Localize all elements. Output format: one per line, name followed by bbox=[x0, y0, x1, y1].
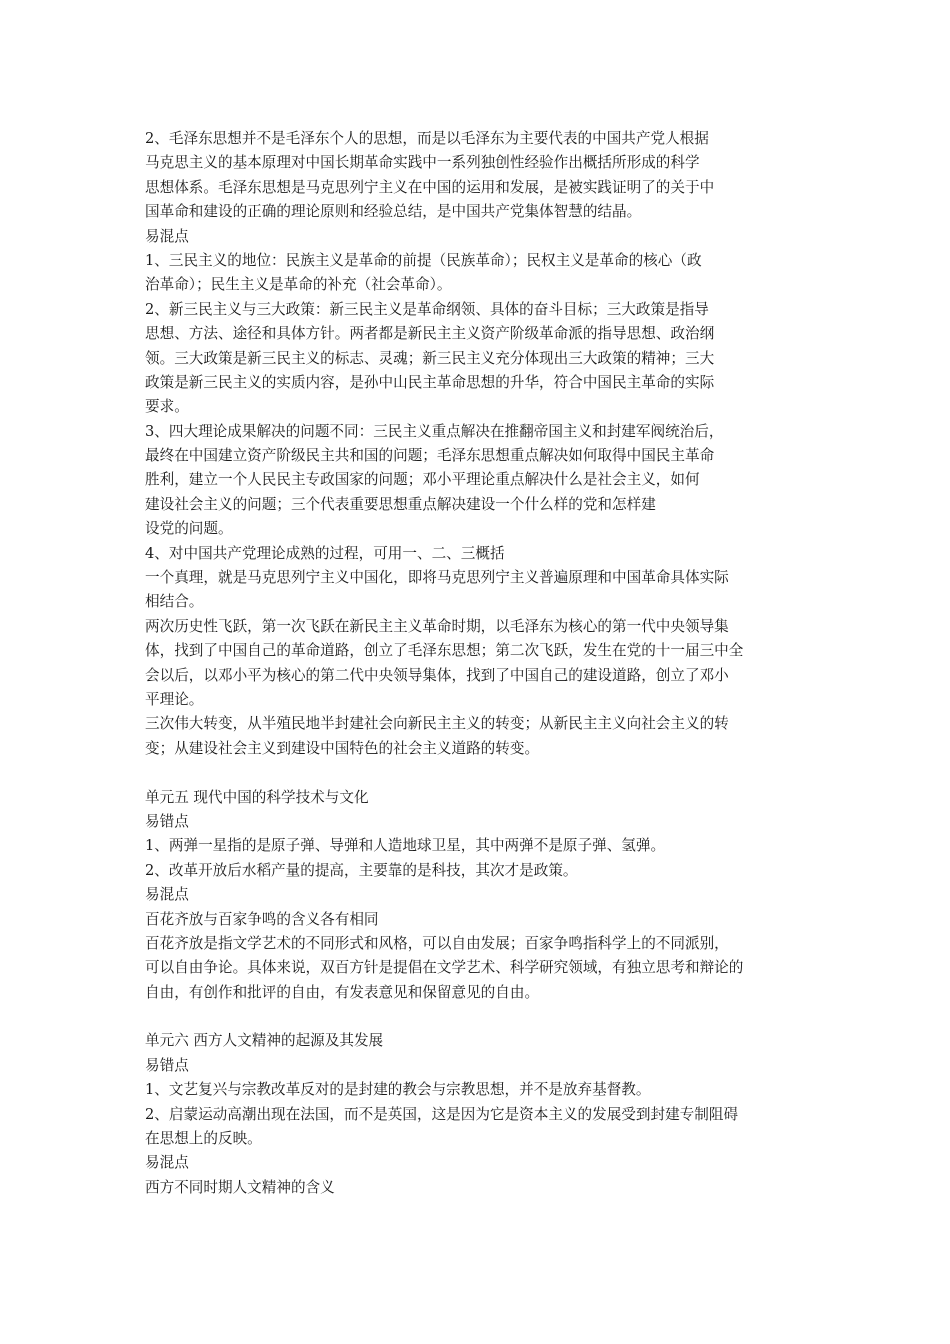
text-line: 2、改革开放后水稻产量的提高，主要靠的是科技，其次才是政策。 bbox=[145, 861, 578, 879]
text-line: 自由，有创作和批评的自由，有发表意见和保留意见的自由。 bbox=[145, 983, 540, 1001]
text-line: 百花齐放是指文学艺术的不同形式和风格，可以自由发展；百家争鸣指科学上的不同派别， bbox=[145, 934, 729, 952]
text-line: 易混点 bbox=[145, 227, 189, 245]
document-page bbox=[145, 127, 813, 1200]
text-line: 1、三民主义的地位：民族主义是革命的前提（民族革命）；民权主义是革命的核心（政 bbox=[145, 251, 702, 269]
text-line: 2、毛泽东思想并不是毛泽东个人的思想，而是以毛泽东为主要代表的中国共产党人根据 bbox=[145, 130, 709, 147]
text-line: 单元六 西方人文精神的起源及其发展 bbox=[145, 1032, 384, 1050]
text-line: 可以自由争论。具体来说，双百方针是提倡在文学艺术、科学研究领域，有独立思考和辩论的 bbox=[145, 959, 744, 977]
text-line: 平理论。 bbox=[145, 690, 204, 708]
text-line: 治革命）；民生主义是革命的补充（社会革命）。 bbox=[145, 276, 452, 294]
text-line: 易混点 bbox=[145, 886, 189, 904]
text-line: 领。三大政策是新三民主义的标志、灵魂；新三民主义充分体现出三大政策的精神；三大 bbox=[145, 349, 715, 367]
text-line: 建设社会主义的问题；三个代表重要思想重点解决建设一个什么样的党和怎样建 bbox=[145, 495, 656, 513]
text-line: 思想、方法、途径和具体方针。两者都是新民主主义资产阶级革命派的指导思想、政治纲 bbox=[145, 325, 715, 343]
blank-line bbox=[145, 1005, 813, 1029]
text-line: 设党的问题。 bbox=[145, 520, 233, 538]
text-line: 思想体系。毛泽东思想是马克思列宁主义在中国的运用和发展，是被实践证明了的关于中 bbox=[145, 178, 715, 196]
text-line: 最终在中国建立资产阶级民主共和国的问题；毛泽东思想重点解决如何取得中国民主革命 bbox=[145, 447, 715, 465]
text-line: 体，找到了中国自己的革命道路，创立了毛泽东思想；第二次飞跃，发生在党的十一届三中全 bbox=[145, 642, 744, 660]
text-line: 会以后，以邓小平为核心的第二代中央领导集体，找到了中国自己的建设道路，创立了邓小 bbox=[145, 666, 729, 684]
text-line: 两次历史性飞跃，第一次飞跃在新民主主义革命时期，以毛泽东为核心的第一代中央领导集 bbox=[145, 617, 729, 635]
text-line: 4、对中国共产党理论成熟的过程，可用一、二、三概括 bbox=[145, 544, 505, 562]
text-line: 百花齐放与百家争鸣的含义各有相同 bbox=[145, 910, 379, 928]
text-line: 2、新三民主义与三大政策：新三民主义是革命纲领、具体的奋斗目标；三大政策是指导 bbox=[145, 300, 709, 318]
text-line: 单元五 现代中国的科学技术与文化 bbox=[145, 788, 369, 806]
text-line: 相结合。 bbox=[145, 593, 204, 611]
text-line: 国革命和建设的正确的理论原则和经验总结，是中国共产党集体智慧的结晶。 bbox=[145, 203, 642, 221]
text-line: 三次伟大转变，从半殖民地半封建社会向新民主主义的转变；从新民主主义向社会主义的转 bbox=[145, 715, 729, 733]
text-line: 易错点 bbox=[145, 812, 189, 830]
text-line: 变；从建设社会主义到建设中国特色的社会主义道路的转变。 bbox=[145, 739, 540, 757]
text-line: 1、文艺复兴与宗教改革反对的是封建的教会与宗教思想，并不是放弃基督教。 bbox=[145, 1081, 651, 1099]
text-line: 马克思主义的基本原理对中国长期革命实践中一系列独创性经验作出概括所形成的科学 bbox=[145, 154, 700, 172]
text-line: 政策是新三民主义的实质内容，是孙中山民主革命思想的升华，符合中国民主革命的实际 bbox=[145, 373, 715, 391]
text-line: 要求。 bbox=[145, 398, 189, 416]
text-line: 3、四大理论成果解决的问题不同：三民主义重点解决在推翻帝国主义和封建军阀统治后， bbox=[145, 422, 724, 440]
text-line: 一个真理，就是马克思列宁主义中国化，即将马克思列宁主义普遍原理和中国革命具体实际 bbox=[145, 569, 729, 587]
text-line: 西方不同时期人文精神的含义 bbox=[145, 1178, 335, 1196]
text-line: 1、两弹一星指的是原子弹、导弹和人造地球卫星，其中两弹不是原子弹、氢弹。 bbox=[145, 837, 666, 855]
text-line: 易混点 bbox=[145, 1154, 189, 1172]
text-line: 在思想上的反映。 bbox=[145, 1130, 262, 1148]
text-line: 2、启蒙运动高潮出现在法国，而不是英国，这是因为它是资本主义的发展受到封建专制阻碍 bbox=[145, 1105, 739, 1123]
text-line: 胜利，建立一个人民民主专政国家的问题；邓小平理论重点解决什么是社会主义，如何 bbox=[145, 471, 700, 489]
blank-line bbox=[145, 761, 813, 785]
text-line: 易错点 bbox=[145, 1056, 189, 1074]
